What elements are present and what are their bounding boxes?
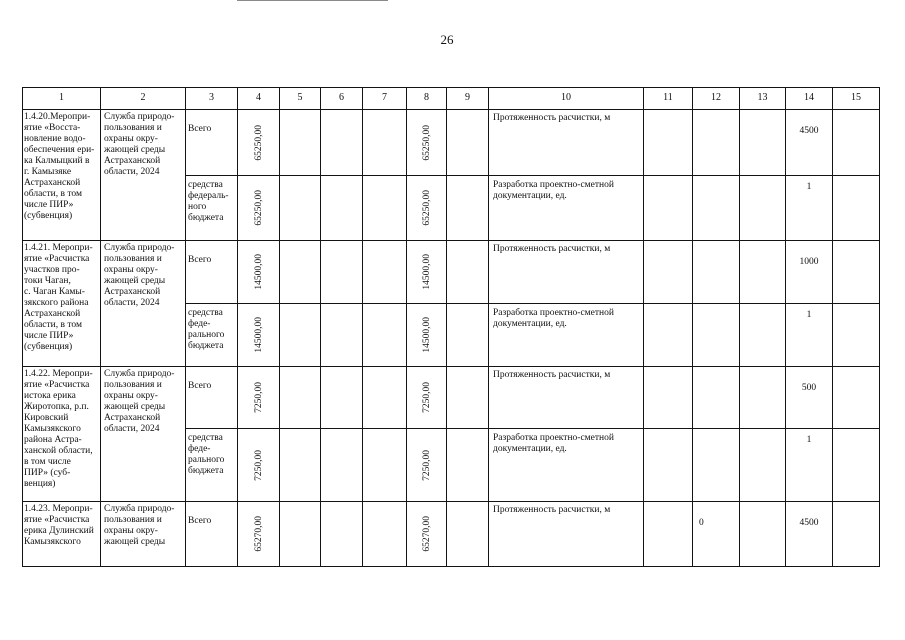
funding-source-cell xyxy=(185,303,238,367)
amount-value: 65270,00 xyxy=(253,516,264,552)
executor-cell xyxy=(100,109,186,241)
executor-text: Служба природо- пользования и охраны окру- жающей среды Астраханской области, 2024 xyxy=(104,369,175,434)
funding-source-cell xyxy=(185,240,238,304)
indicator-value-cell-col-13 xyxy=(739,428,786,502)
column-header-15 xyxy=(832,87,880,110)
amount-cell-col-7 xyxy=(362,366,407,429)
indicator-value xyxy=(833,241,879,257)
amount-value: 65250,00 xyxy=(253,190,264,226)
indicator-name-cell xyxy=(488,303,644,367)
funding-source-cell xyxy=(185,109,238,176)
amount-cell-col-8 xyxy=(406,175,447,241)
amount-cell-col-5 xyxy=(279,428,321,502)
column-header-7 xyxy=(362,87,407,110)
indicator-name-cell xyxy=(488,428,644,502)
indicator-value-cell-col-12 xyxy=(692,109,740,176)
indicator-value xyxy=(693,110,739,126)
indicator-value-cell-col-14 xyxy=(785,366,833,429)
indicator-value xyxy=(740,429,785,435)
amount-cell-col-6 xyxy=(320,175,363,241)
indicator-value-cell-col-13 xyxy=(739,240,786,304)
indicator-value-cell-col-12 xyxy=(692,175,740,241)
column-header-label: 15 xyxy=(851,92,861,103)
amount-value: 14500,00 xyxy=(253,317,264,353)
indicator-name-text: Протяженность расчистки, м xyxy=(493,244,611,254)
activity-name-cell xyxy=(22,366,101,502)
amount-cell-col-6 xyxy=(320,428,363,502)
executor-cell xyxy=(100,501,186,567)
amount-cell-col-5 xyxy=(279,109,321,176)
amount-cell-col-9 xyxy=(446,303,489,367)
amount-value: 65250,00 xyxy=(421,190,432,226)
column-header-1 xyxy=(22,87,101,110)
indicator-value-cell-col-15 xyxy=(832,303,880,367)
column-header-12 xyxy=(692,87,740,110)
column-header-label: 9 xyxy=(465,92,470,103)
indicator-name-text: Протяженность расчистки, м xyxy=(493,113,611,123)
indicator-value: 1000 xyxy=(799,257,819,267)
amount-cell-col-4 xyxy=(237,501,280,567)
indicator-value-cell-col-15 xyxy=(832,240,880,304)
funding-source-text: Всего xyxy=(188,516,212,526)
column-header-11 xyxy=(643,87,693,110)
column-header-3 xyxy=(185,87,238,110)
amount-value: 65270,00 xyxy=(421,516,432,552)
column-header-label: 7 xyxy=(382,92,387,103)
amount-cell-col-4 xyxy=(237,366,280,429)
amount-cell-col-7 xyxy=(362,428,407,502)
indicator-value xyxy=(740,367,785,383)
indicator-value-cell-col-14 xyxy=(785,428,833,502)
amount-value: 65250,00 xyxy=(253,124,264,161)
indicator-value: 1 xyxy=(806,310,812,320)
funding-source-cell xyxy=(185,366,238,429)
executor-text: Служба природо- пользования и охраны окру- жающей среды xyxy=(104,504,175,547)
indicator-value-cell-col-15 xyxy=(832,366,880,429)
activity-name-text: 1.4.21. Меропри- ятие «Расчистка участков про- токи Чаган, с. Чаган Камы- зякского района Астраханской области, в том числе ПИР» (субвенция) xyxy=(24,243,93,352)
indicator-value-cell-col-12 xyxy=(692,366,740,429)
column-header-label: 10 xyxy=(561,92,571,103)
indicator-value-cell-col-15 xyxy=(832,428,880,502)
indicator-value-cell-col-12 xyxy=(692,240,740,304)
amount-value: 65250,00 xyxy=(421,124,432,161)
indicator-value-cell-col-13 xyxy=(739,501,786,567)
column-header-label: 12 xyxy=(711,92,721,103)
amount-value: 7250,00 xyxy=(421,449,432,481)
column-header-label: 2 xyxy=(140,92,146,103)
indicator-value xyxy=(693,241,739,257)
amount-cell-col-6 xyxy=(320,366,363,429)
executor-cell xyxy=(100,366,186,502)
column-header-4 xyxy=(237,87,280,110)
indicator-value-cell-col-15 xyxy=(832,175,880,241)
top-rule-line xyxy=(237,0,388,1)
column-header-14 xyxy=(785,87,833,110)
activity-name-cell xyxy=(22,501,101,567)
indicator-value xyxy=(740,304,785,310)
indicator-value-cell-col-13 xyxy=(739,175,786,241)
amount-cell-col-8 xyxy=(406,501,447,567)
amount-cell-col-6 xyxy=(320,501,363,567)
amount-cell-col-7 xyxy=(362,501,407,567)
amount-cell-col-7 xyxy=(362,240,407,304)
column-header-10 xyxy=(488,87,644,110)
indicator-value: 500 xyxy=(801,383,817,393)
amount-cell-col-5 xyxy=(279,175,321,241)
column-header-label: 1 xyxy=(59,92,64,103)
indicator-value xyxy=(644,304,692,310)
activity-name-text: 1.4.23. Меропри- ятие «Расчистка ерика Дулинский Камызякского xyxy=(24,504,94,547)
indicator-value-cell-col-11 xyxy=(643,366,693,429)
indicator-value-cell-col-11 xyxy=(643,240,693,304)
amount-cell-col-4 xyxy=(237,303,280,367)
indicator-value xyxy=(740,241,785,257)
indicator-value xyxy=(693,176,739,182)
indicator-value: 4500 xyxy=(799,518,819,528)
indicator-value xyxy=(833,429,879,435)
indicator-name-text: Протяженность расчистки, м xyxy=(493,505,611,515)
activity-name-text: 1.4.22. Меропри- ятие «Расчистка истока ерика Жиротопка, р.п. Кировский Камызякского района Астра- ханской области, в том числе ПИР» (суб- венция) xyxy=(24,369,93,489)
column-header-6 xyxy=(320,87,363,110)
indicator-value xyxy=(740,110,785,126)
indicator-value: 1 xyxy=(806,435,812,445)
indicator-name-cell xyxy=(488,109,644,176)
funding-source-text: средства феде- рального бюджета xyxy=(188,433,225,476)
indicator-value xyxy=(833,502,879,518)
indicator-name-cell xyxy=(488,240,644,304)
activity-name-cell xyxy=(22,240,101,367)
amount-cell-col-6 xyxy=(320,109,363,176)
indicator-name-text: Разработка проектно-сметной документации, ед. xyxy=(493,308,614,329)
funding-source-text: средства феде- рального бюджета xyxy=(188,308,225,351)
amount-cell-col-8 xyxy=(406,240,447,304)
indicator-name-text: Протяженность расчистки, м xyxy=(493,370,611,380)
indicator-value-cell-col-13 xyxy=(739,366,786,429)
activity-name-cell xyxy=(22,109,101,241)
funding-source-cell xyxy=(185,175,238,241)
amount-cell-col-8 xyxy=(406,366,447,429)
amount-cell-col-4 xyxy=(237,175,280,241)
indicator-value-cell-col-11 xyxy=(643,109,693,176)
amount-cell-col-7 xyxy=(362,303,407,367)
amount-cell-col-4 xyxy=(237,240,280,304)
amount-cell-col-8 xyxy=(406,109,447,176)
indicator-value-cell-col-12 xyxy=(692,428,740,502)
amount-cell-col-9 xyxy=(446,428,489,502)
column-header-label: 5 xyxy=(297,92,303,103)
amount-value: 7250,00 xyxy=(421,382,432,413)
indicator-name-cell xyxy=(488,366,644,429)
indicator-value xyxy=(833,176,879,182)
column-header-label: 13 xyxy=(757,92,768,103)
amount-cell-col-5 xyxy=(279,501,321,567)
activities-table xyxy=(22,87,880,567)
indicator-value-cell-col-11 xyxy=(643,303,693,367)
indicator-value-cell-col-13 xyxy=(739,303,786,367)
indicator-value xyxy=(833,367,879,383)
page-number: 26 xyxy=(440,32,454,47)
indicator-value xyxy=(644,367,692,383)
indicator-value-cell-col-11 xyxy=(643,428,693,502)
column-header-label: 4 xyxy=(256,92,261,103)
indicator-name-cell xyxy=(488,175,644,241)
indicator-value-cell-col-12 xyxy=(692,303,740,367)
amount-cell-col-7 xyxy=(362,109,407,176)
indicator-name-text: Разработка проектно-сметной документации, ед. xyxy=(493,180,614,201)
column-header-8 xyxy=(406,87,447,110)
activity-name-text: 1.4.20.Меропри- ятие «Восста- новление водо- обеспечения ери- ка Калмыцкий в г. Камызяке Астраханской области, в том числе ПИР» (субвенция) xyxy=(24,112,95,221)
amount-cell-col-4 xyxy=(237,109,280,176)
amount-cell-col-5 xyxy=(279,240,321,304)
column-header-label: 3 xyxy=(209,92,214,103)
amount-cell-col-6 xyxy=(320,303,363,367)
indicator-value-cell-col-15 xyxy=(832,501,880,567)
indicator-value xyxy=(693,304,739,310)
amount-value: 14500,00 xyxy=(421,254,432,290)
amount-value: 7250,00 xyxy=(253,449,264,481)
column-header-5 xyxy=(279,87,321,110)
executor-cell xyxy=(100,240,186,367)
amount-cell-col-8 xyxy=(406,428,447,502)
indicator-value-cell-col-14 xyxy=(785,303,833,367)
indicator-value xyxy=(833,110,879,126)
amount-cell-col-9 xyxy=(446,175,489,241)
indicator-value: 4500 xyxy=(799,126,819,136)
indicator-value-cell-col-13 xyxy=(739,109,786,176)
indicator-value: 1 xyxy=(806,182,812,192)
indicator-name-cell xyxy=(488,501,644,567)
indicator-value-cell-col-12 xyxy=(692,501,740,567)
indicator-value xyxy=(693,429,739,435)
indicator-value xyxy=(644,241,692,257)
indicator-value xyxy=(644,429,692,435)
amount-cell-col-5 xyxy=(279,366,321,429)
funding-source-cell xyxy=(185,501,238,567)
amount-value: 7250,00 xyxy=(253,382,264,413)
funding-source-text: средства федераль- ного бюджета xyxy=(188,180,229,223)
indicator-value xyxy=(693,367,739,383)
indicator-value: 0 xyxy=(699,518,704,528)
indicator-value-cell-col-14 xyxy=(785,175,833,241)
indicator-value-cell-col-15 xyxy=(832,109,880,176)
amount-cell-col-7 xyxy=(362,175,407,241)
amount-cell-col-4 xyxy=(237,428,280,502)
indicator-value-cell-col-14 xyxy=(785,109,833,176)
indicator-value xyxy=(833,304,879,310)
column-header-13 xyxy=(739,87,786,110)
indicator-name-text: Разработка проектно-сметной документации, ед. xyxy=(493,433,614,454)
amount-cell-col-9 xyxy=(446,501,489,567)
column-header-9 xyxy=(446,87,489,110)
funding-source-text: Всего xyxy=(188,124,212,134)
executor-text: Служба природо- пользования и охраны окру- жающей среды Астраханской области, 2024 xyxy=(104,112,175,177)
indicator-value xyxy=(644,502,692,518)
amount-cell-col-9 xyxy=(446,366,489,429)
indicator-value-cell-col-14 xyxy=(785,501,833,567)
column-header-label: 14 xyxy=(804,92,814,103)
amount-cell-col-5 xyxy=(279,303,321,367)
column-header-label: 8 xyxy=(424,92,429,103)
indicator-value xyxy=(740,176,785,182)
indicator-value-cell-col-11 xyxy=(643,501,693,567)
funding-source-text: Всего xyxy=(188,255,212,265)
amount-cell-col-9 xyxy=(446,240,489,304)
funding-source-cell xyxy=(185,428,238,502)
indicator-value xyxy=(740,502,785,518)
amount-cell-col-8 xyxy=(406,303,447,367)
column-header-label: 6 xyxy=(339,92,344,103)
amount-value: 14500,00 xyxy=(421,317,432,353)
indicator-value xyxy=(644,110,692,126)
indicator-value-cell-col-14 xyxy=(785,240,833,304)
amount-cell-col-9 xyxy=(446,109,489,176)
executor-text: Служба природо- пользования и охраны окру- жающей среды Астраханской области, 2024 xyxy=(104,243,175,308)
indicator-value xyxy=(644,176,692,182)
amount-value: 14500,00 xyxy=(253,254,264,290)
column-header-label: 11 xyxy=(663,92,673,103)
indicator-value-cell-col-11 xyxy=(643,175,693,241)
funding-source-text: Всего xyxy=(188,381,212,391)
column-header-2 xyxy=(100,87,186,110)
amount-cell-col-6 xyxy=(320,240,363,304)
